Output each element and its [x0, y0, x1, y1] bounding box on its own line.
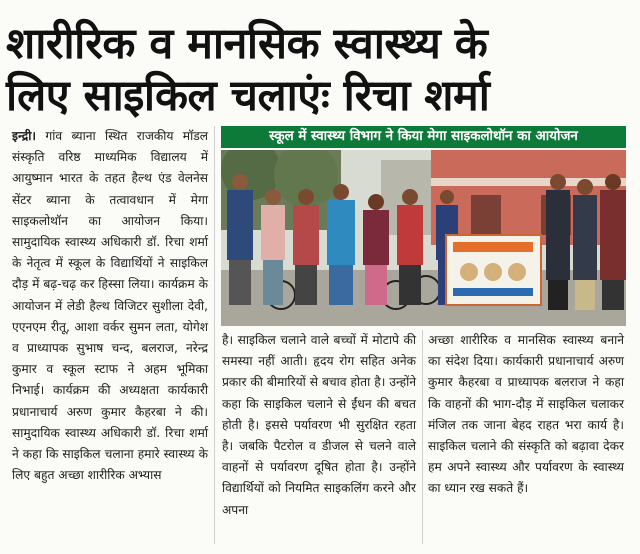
group-photo: [221, 150, 626, 326]
article-column-2: है। साइकिल चलाने वाले बच्चों में मोटापे की समस्या नहीं आती। हृदय रोग सहित अनेक प्रकार की बीमारियों से बचाव होता है। उन्होंने कहा कि साइकिल चलाने से ईंधन की बचत होती है। इससे पर्यावरण भी सुरक्षित रहता है। जबकि पैटरोल व डीजल से चलने वाले वाहनों से पर्यावरण दूषित होता है। उन्होंने विद्यार्थियों को नियमित साइकलिंग करने और अपना: [222, 333, 416, 517]
headline-line-1: शारीरिक व मानसिक स्वास्थ्य के: [6, 19, 488, 69]
article-column-3: अच्छा शारीरिक व मानसिक स्वास्थ्य बनाने का संदेश दिया। कार्यकारी प्रधानाचार्य अरुण कुमार कैहरबा व प्राध्यापक बलराज ने कहा कि वाहनों की भाग-दौड़ में साइकिल चलाकर मंजिल तक जाना बेहद राहत भरा कार्य है। साइकिल चलाने की संस्कृति को बढ़ावा देकर हम अपने स्वास्थ्य और पर्यावरण के स्वास्थ्य का ध्यान रख सकते हैं।: [428, 333, 624, 496]
dateline: इन्द्री।: [12, 129, 36, 143]
photo-subheadline: स्कूल में स्वास्थ्य विभाग ने किया मेगा साइकलोथॉन का आयोजन: [221, 126, 626, 148]
article-column-1: [12, 126, 208, 486]
column-divider: [422, 330, 423, 544]
column-divider: [214, 126, 215, 544]
headline: [6, 18, 634, 122]
headline-line-2: लिए साइकिल चलाएंः रिचा शर्मा: [6, 71, 490, 121]
article-text-1: गांव ब्याना स्थित राजकीय मॉडल संस्कृति वरिष्ठ माध्यमिक विद्यालय में आयुष्मान भारत के तहत हैल्थ एंड वेलनेस सेंटर ब्याना के तत्वावधान में मेगा साइकलोथॉन का आयोजन किया। सामुदायिक स्वास्थ्य अधिकारी डॉ. रिचा शर्मा के नेतृत्व में स्कूल के विद्यार्थियों ने साइकिल दौड़ में बढ़-चढ़ कर हिस्सा लिया। कार्यक्रम के आयोजन में लेडी हैल्थ विजिटर सुशीला देवी, एएनएम रीतू, आशा वर्कर सुमन लता, योगेश व प्राध्यापक सुभाष चन्द, बलराज, नरेन्द्र कुमार व स्कूल स्टाफ ने अहम भूमिका निभाई। कार्यक्रम की अध्यक्षता कार्यकारी प्रधानाचार्य अरुण कुमार कैहरबा ने की। सामुदायिक स्वास्थ्य अधिकारी डॉ. रिचा शर्मा ने कहा कि साइकिल चलाना हमारे स्वास्थ्य के लिए बहुत अच्छा शारीरिक अभ्यास: [12, 129, 209, 483]
